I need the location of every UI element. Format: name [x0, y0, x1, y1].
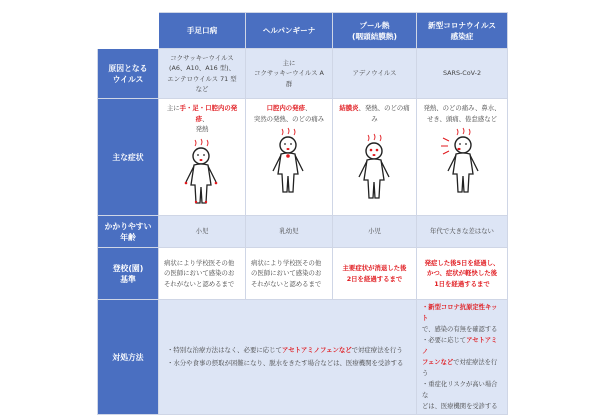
cell-symptoms-hfmd: 主に手・足・口腔内の発疹、 発熱 [159, 99, 246, 216]
cell-symptoms-herpangina: 口腔内の発疹、 突然の発熱、のどの痛み [246, 99, 333, 216]
header-hfmd: 手足口病 [159, 13, 246, 49]
cell-school-pool-fever: 主要症状が消退した後 2日を経過するまで [333, 248, 417, 300]
cell-symptoms-covid: 発熱、のどの痛み、鼻水、 せき、頭痛、倦怠感など [417, 99, 508, 216]
cell-age-herpangina: 乳幼児 [246, 216, 333, 248]
row-age [98, 216, 508, 248]
cell-age-covid: 年代で大きな差はない [417, 216, 508, 248]
cell-cause-herpangina: 主に コクサッキーウイルス A 群 [246, 49, 333, 99]
row-label-age: かかりやすい 年齢 [98, 216, 159, 248]
row-cause [98, 49, 508, 99]
cell-age-pool-fever: 小児 [333, 216, 417, 248]
row-school [98, 248, 508, 300]
cell-school-herpangina: 病状により学校医その他 の医師において感染のお それがないと認めるまで [246, 248, 333, 300]
sick-child-throat-icon [266, 127, 312, 195]
row-label-school: 登校(園) 基準 [98, 248, 159, 300]
row-measures [98, 300, 508, 415]
row-label-symptoms: 主な症状 [98, 99, 159, 216]
corner-cell [98, 13, 159, 49]
comparison-table [97, 12, 508, 415]
row-label-cause: 原因となる ウイルス [98, 49, 159, 99]
cell-school-covid: 発症した後5日を経過し、 かつ、症状が軽快した後 1日を経過するまで [417, 248, 508, 300]
measures-line-1: ・特別な治療方法はなく、必要に応じてアセトアミノフェンなどで対症療法を行う [167, 346, 403, 354]
cell-cause-hfmd: コクサッキーウイルス (A6、A10、A16 型)、 エンテロウイルス 71 型 など [159, 49, 246, 99]
header-row [98, 13, 508, 49]
sick-person-cough-icon [437, 127, 487, 195]
cell-school-hfmd: 病状により学校医その他 の医師において感染のお それがないと認めるまで [159, 248, 246, 300]
sick-child-rash-icon [179, 138, 225, 206]
cell-cause-covid: SARS-CoV-2 [417, 49, 508, 99]
cell-measures-covid: ・新型コロナ抗原定性キット で、感染の有無を確認する ・必要に応じてアセトアミノ フェンなどで対症療法を行う ・重症化リスクが高い場合な どは、医療機関を受診する [417, 300, 508, 415]
header-pool-fever: プール熱 (咽頭結膜熱) [333, 13, 417, 49]
row-symptoms [98, 99, 508, 216]
sick-child-eyes-icon [352, 133, 398, 201]
row-label-measures: 対処方法 [98, 300, 159, 415]
header-covid: 新型コロナウイルス 感染症 [417, 13, 508, 49]
cell-cause-pool-fever: アデノウイルス [333, 49, 417, 99]
header-herpangina: ヘルパンギーナ [246, 13, 333, 49]
cell-symptoms-pool-fever: 結膜炎、発熱、のどの痛み [333, 99, 417, 216]
cell-measures-merged [159, 300, 417, 415]
measures-line-2: ・水分や食事の摂取が困難になり、脱水をきたす場合などは、医療機関を受診する [167, 359, 404, 367]
cell-age-hfmd: 小児 [159, 216, 246, 248]
